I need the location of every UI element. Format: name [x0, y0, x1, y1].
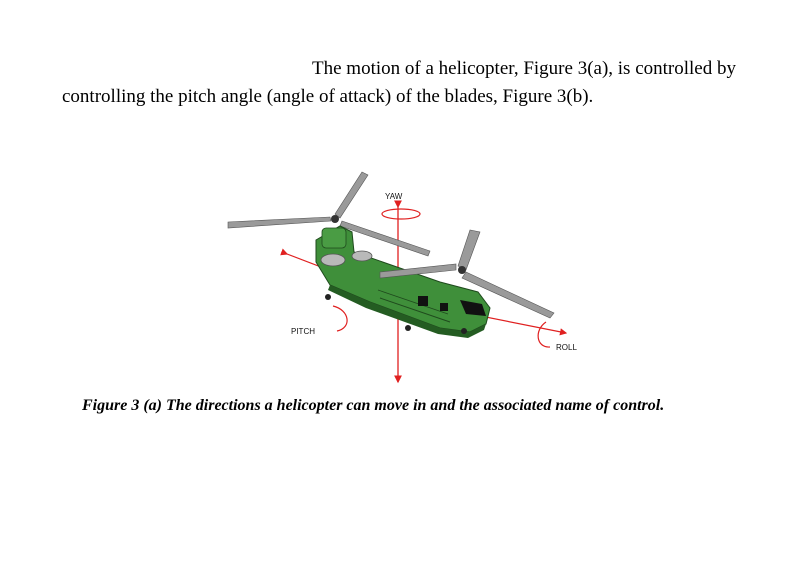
figure-caption: Figure 3 (a) The directions a helicopter can move in and the associated name of control. — [82, 397, 665, 414]
roll-label: ROLL — [556, 343, 577, 352]
pitch-rotation-arrow — [333, 306, 347, 331]
roll-rotation-arrow — [538, 322, 550, 347]
yaw-rotation-arrow — [382, 209, 420, 219]
paragraph-line-1: The motion of a helicopter, Figure 3(a), is controlled by — [312, 58, 736, 79]
yaw-label: YAW — [385, 192, 403, 201]
paragraph-line-2: controlling the pitch angle (angle of attack) of the blades, Figure 3(b). — [62, 86, 594, 107]
pitch-label: PITCH — [291, 327, 315, 336]
